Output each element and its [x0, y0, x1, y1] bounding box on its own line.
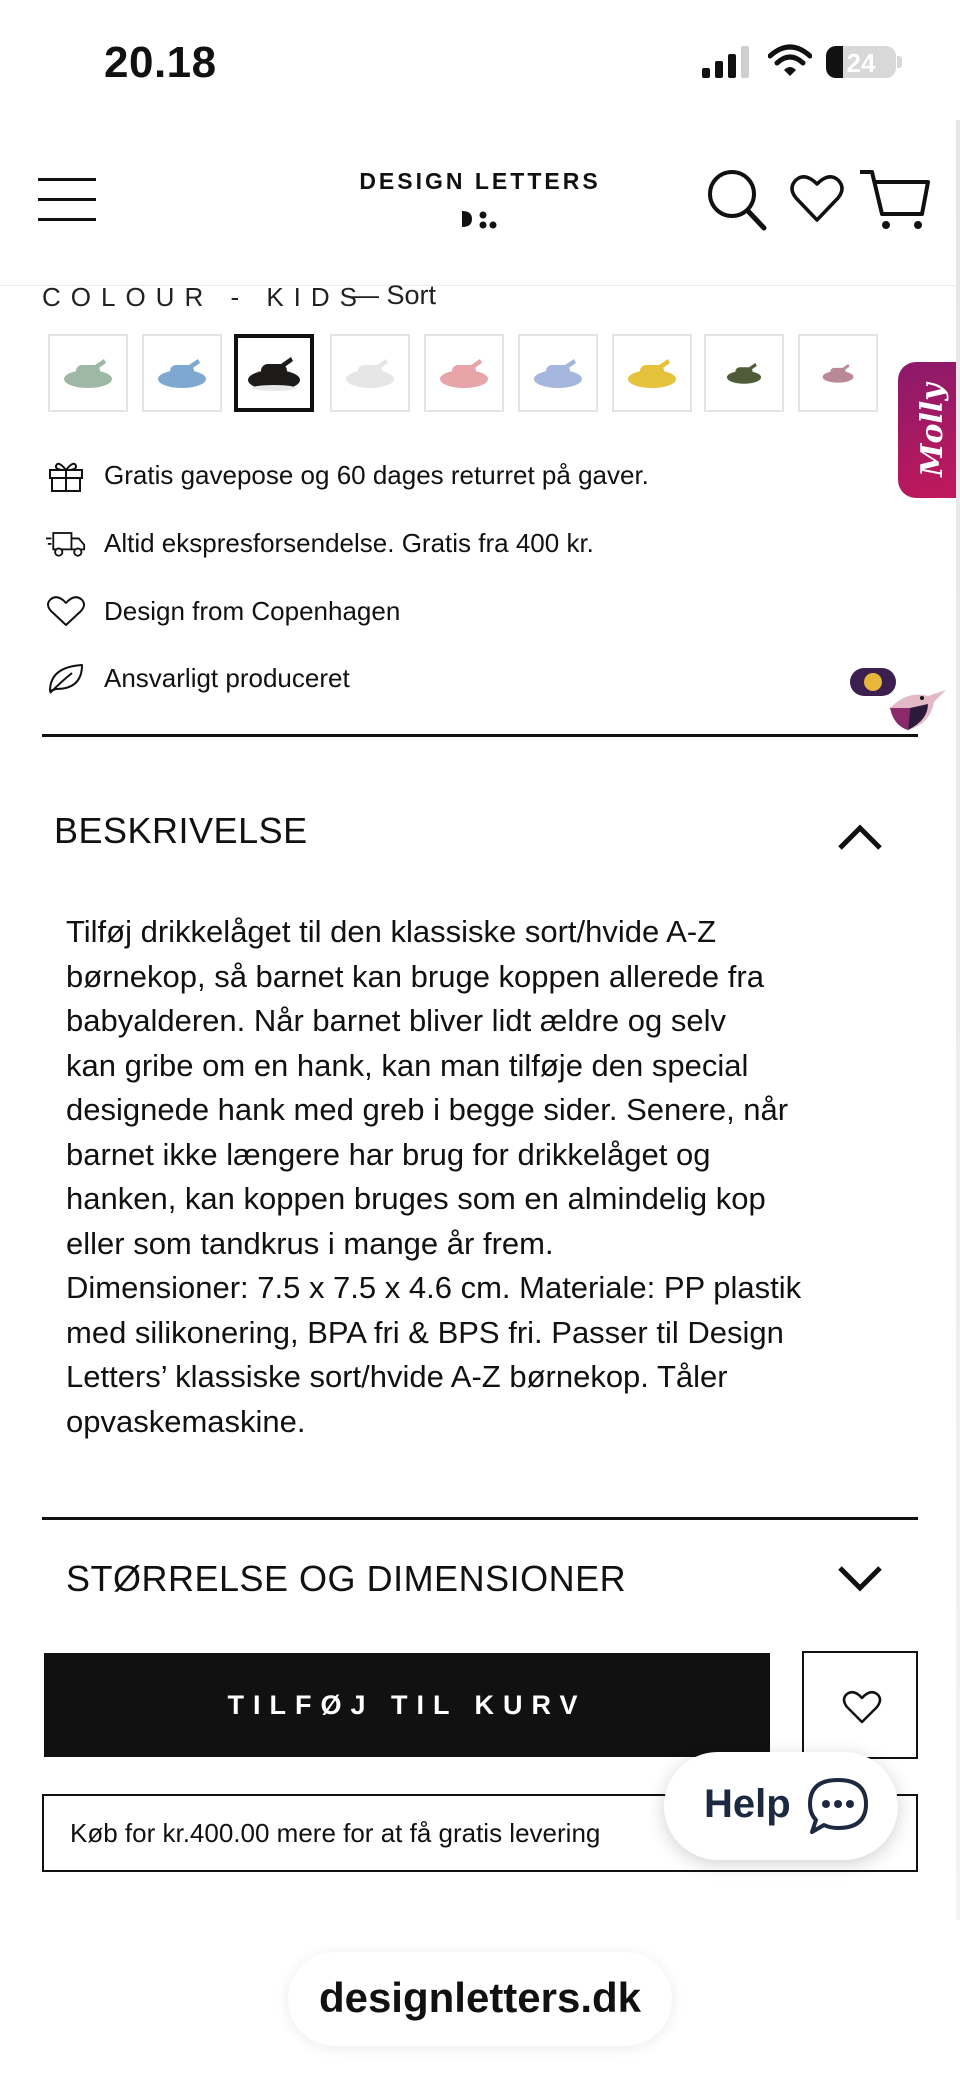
swatch-sage[interactable] — [48, 334, 128, 412]
scroll-edge — [956, 120, 960, 1920]
bird-mascot-icon[interactable] — [850, 664, 960, 744]
add-to-wishlist-button[interactable] — [802, 1651, 918, 1759]
description-line: designede hank med greb i begge sider. Senere, når — [66, 1092, 789, 1127]
description-line: opvaskemaskine. — [66, 1403, 306, 1439]
hamburger-menu-icon[interactable] — [38, 178, 96, 222]
swatch-yellow[interactable] — [612, 334, 692, 412]
selected-colour-name: — Sort — [352, 280, 437, 310]
heart-outline-icon — [842, 1689, 882, 1725]
description-line: kan gribe om en hank, kan man tilføje den special — [66, 1047, 749, 1083]
description-title[interactable]: BESKRIVELSE — [54, 810, 308, 851]
battery-level: 24 — [846, 48, 876, 78]
description-line: Dimensioner: 7.5 x 7.5 x 4.6 cm. Materiale: PP plastik — [66, 1270, 802, 1305]
feature-text: Gratis gavepose og 60 dages returret på gaver. — [104, 460, 649, 490]
description-body — [66, 910, 896, 1444]
swatch-mauve[interactable] — [798, 334, 878, 412]
shopping-cart-icon[interactable] — [858, 168, 930, 232]
description-line: babyalderen. Når barnet bliver lidt ældre og selv — [66, 1003, 726, 1038]
divider — [42, 734, 918, 737]
molly-widget-tab[interactable] — [898, 362, 960, 498]
status-bar — [0, 0, 960, 120]
description-line: Tilføj drikkelåget til den klassiske sort/hvide A-Z — [66, 914, 717, 949]
free-shipping-text: Køb for kr.400.00 mere for at få gratis levering — [70, 1818, 601, 1848]
add-to-cart-button[interactable]: TILFØJ TIL KURV — [44, 1653, 770, 1757]
chat-bubble-icon — [806, 1776, 870, 1836]
status-time: 20.18 — [104, 38, 217, 87]
swatch-olive[interactable] — [704, 334, 784, 412]
cellular-signal-icon — [702, 46, 750, 78]
search-icon[interactable] — [706, 168, 768, 232]
help-label: Help — [704, 1782, 791, 1826]
delivery-truck-icon — [46, 526, 86, 560]
size-dimensions-title[interactable]: STØRRELSE OG DIMENSIONER — [66, 1558, 627, 1599]
description-line: med silikonering, BPA fri & BPS fri. Passer til Design — [66, 1314, 784, 1350]
site-header — [0, 120, 960, 286]
swatch-light-blue[interactable] — [518, 334, 598, 412]
swatch-black-selected[interactable] — [234, 334, 314, 412]
wifi-icon — [768, 44, 812, 78]
url-text: designletters.dk — [318, 1974, 642, 2021]
help-chat-button[interactable] — [664, 1752, 898, 1860]
leaf-icon — [46, 661, 86, 695]
description-line: børnekop, så barnet kan bruge koppen allerede fra — [66, 958, 764, 994]
feature-text: Altid ekspresforsendelse. Gratis fra 400 kr. — [104, 528, 594, 558]
feature-text: Ansvarligt produceret — [104, 663, 350, 693]
description-line: hanken, kan koppen bruges som en almindelig kop — [66, 1181, 766, 1216]
wishlist-heart-icon[interactable] — [790, 168, 844, 232]
molly-label: Molly — [915, 383, 950, 477]
feature-text: Design from Copenhagen — [104, 596, 401, 626]
description-line: eller som tandkrus i mange år frem. — [66, 1225, 554, 1261]
chevron-down-icon[interactable] — [836, 1564, 884, 1594]
description-line: barnet ikke længere har brug for drikkelåget og — [66, 1136, 711, 1172]
swatch-blue[interactable] — [142, 334, 222, 412]
colour-label: COLOUR - KIDS — [42, 282, 368, 312]
brand-logo[interactable] — [330, 168, 630, 238]
swatch-white[interactable] — [330, 334, 410, 412]
heart-outline-icon — [46, 594, 86, 628]
logo-mark-icon — [450, 205, 510, 233]
description-line: Letters’ klassiske sort/hvide A-Z børnekop. Tåler — [66, 1359, 728, 1394]
browser-url-bar[interactable] — [288, 1952, 672, 2046]
chevron-up-icon[interactable] — [836, 822, 884, 852]
battery-indicator — [826, 46, 896, 78]
divider — [42, 1517, 918, 1520]
brand-name: DESIGN LETTERS — [359, 168, 601, 194]
swatch-pink[interactable] — [424, 334, 504, 412]
gift-icon — [46, 458, 86, 492]
